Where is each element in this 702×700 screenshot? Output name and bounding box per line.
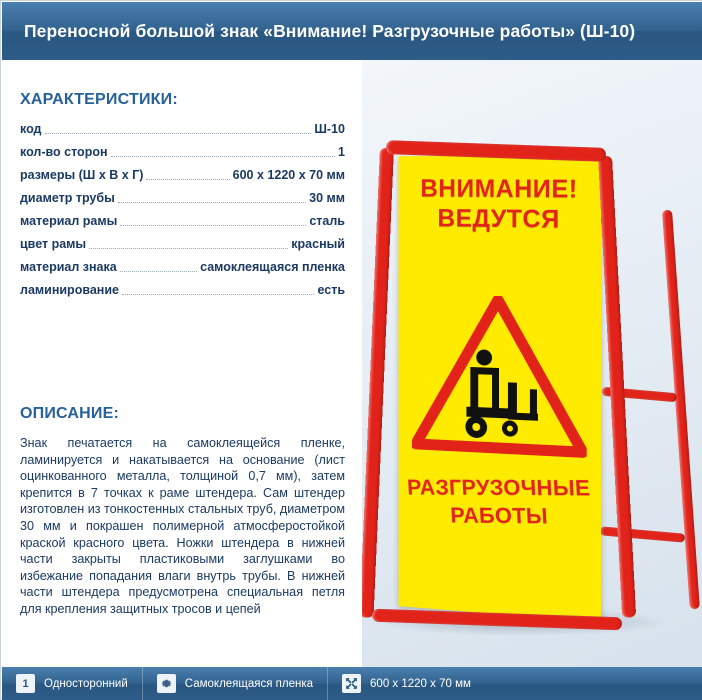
footer-label-sides: Односторонний — [44, 677, 128, 690]
sides-count-icon: 1 — [16, 674, 35, 693]
info-column — [2, 60, 362, 667]
spec-row — [20, 122, 345, 137]
sign-subtext — [397, 474, 602, 531]
spec-dot-leader — [122, 285, 314, 295]
dimensions-arrows-icon — [342, 674, 361, 693]
spec-value: самоклеящаяся пленка — [200, 260, 345, 274]
spec-row — [20, 237, 345, 252]
spec-value: красный — [291, 237, 345, 251]
spec-row — [20, 145, 345, 160]
sign-face — [399, 156, 602, 622]
sign-headline-line1: ВНИМАНИЕ! — [420, 174, 578, 204]
footer-item-dimensions — [328, 667, 485, 700]
spec-dot-leader — [45, 124, 312, 134]
spec-dot-leader — [120, 262, 197, 272]
spec-label: цвет рамы — [20, 237, 87, 251]
frame-brace-lower — [600, 526, 685, 542]
spec-label: диаметр трубы — [20, 191, 115, 205]
page-title: Переносной большой знак «Внимание! Разгрузочные работы» (Ш-10) — [24, 20, 636, 41]
sign-headline — [399, 174, 602, 235]
spec-value: Ш-10 — [314, 122, 345, 136]
content-area — [2, 60, 702, 667]
footer-label-material: Самоклеящаяся пленка — [184, 677, 314, 690]
spec-value: 600 x 1220 x 70 мм — [232, 168, 345, 182]
forklift-warning-triangle-icon — [412, 294, 587, 458]
frame-left-rail — [362, 148, 394, 618]
spec-row — [20, 214, 345, 229]
sign-subtext-line1: РАЗГРУЗОЧНЫЕ — [406, 474, 591, 501]
footer-item-sides — [2, 667, 142, 700]
spec-row — [20, 168, 345, 183]
material-gear-icon — [157, 674, 176, 693]
spec-dot-leader — [146, 170, 229, 180]
description-text: Знак печатается на самоклеящейся пленке, ламинируется и накатывается на основание (лист оцинкованного металла, толщиной 0,7 мм), затем крепится в 7 точках к раме штендера. Сам штендер изготовлен из тонкостенных стальных труб, диаметром 30 мм и покрашен полимерной атмосферостойкой краской красного цвета. Ножки штендера в нижней части закрыты пластиковыми заглушками во избежание попадания влаги внутрь трубы. В нижней части штендера предусмотрена специальная петля для крепления защитных тросов и цепей — [20, 436, 345, 616]
spec-row — [20, 191, 345, 206]
footer-label-dimensions: 600 x 1220 x 70 мм — [370, 677, 471, 690]
sign-subtext-line2: РАБОТЫ — [449, 502, 549, 529]
spec-dot-leader — [89, 239, 288, 249]
spec-value: 1 — [338, 145, 345, 159]
sign-headline-line2: ВЕДУТСЯ — [437, 204, 560, 234]
spec-dot-leader — [111, 147, 336, 157]
footer-bar — [2, 667, 702, 700]
header-bar — [2, 2, 702, 60]
spec-row — [20, 260, 345, 275]
spec-value: сталь — [309, 214, 345, 228]
spec-label: материал рамы — [20, 214, 118, 228]
footer-item-material — [143, 667, 327, 700]
spec-label: код — [20, 122, 42, 136]
description-heading: ОПИСАНИЕ: — [20, 405, 120, 422]
spec-label: ламинирование — [20, 283, 119, 297]
specs-heading: ХАРАКТЕРИСТИКИ: — [20, 91, 178, 108]
spec-label: размеры (Ш х В х Г) — [20, 168, 144, 182]
spec-value: 30 мм — [309, 191, 345, 205]
sign-illustration — [362, 60, 702, 667]
spec-dot-leader — [118, 193, 306, 203]
product-image — [362, 60, 702, 667]
spec-label: кол-во сторон — [20, 145, 108, 159]
spec-row — [20, 283, 345, 298]
specs-list — [20, 122, 345, 306]
frame-back-leg-right — [662, 210, 700, 610]
spec-dot-leader — [120, 216, 306, 226]
spec-value: есть — [317, 283, 345, 297]
spec-label: материал знака — [20, 260, 117, 274]
